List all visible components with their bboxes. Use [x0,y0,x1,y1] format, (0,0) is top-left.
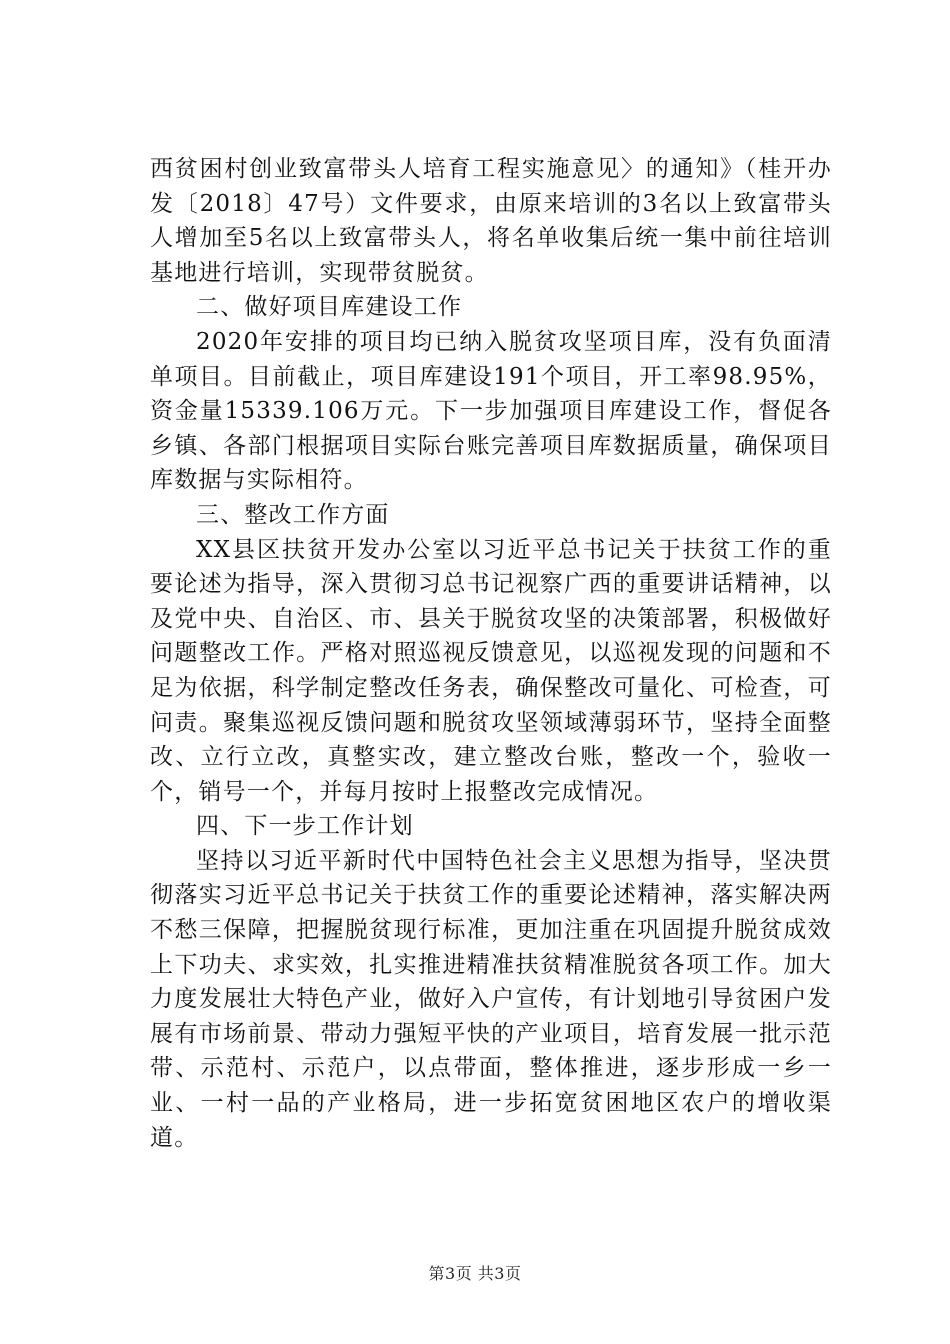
paragraph-next-steps: 坚持以习近平新时代中国特色社会主义思想为指导，坚决贯彻落实习近平总书记关于扶贫工作的重要论述精神，落实解决两不愁三保障，把握脱贫现行标准，更加注重在巩固提升脱贫成效上下功夫、求实效，扎实推进精准扶贫精准脱贫各项工作。加大力度发展壮大特色产业，做好入户宣传，有计划地引导贫困户发展有市场前景、带动力强短平快的产业项目，培育发展一批示范带、示范村、示范户，以点带面，整体推进，逐步形成一乡一业、一村一品的产业格局，进一步拓宽贫困地区农户的增收渠道。 [150,847,832,1151]
continuation-paragraph: 西贫困村创业致富带头人培育工程实施意见〉的通知》（桂开办发〔2018〕47号）文件要求，由原来培训的3名以上致富带头人增加至5名以上致富带头人，将名单收集后统一集中前往培训基地进行培训，实现带贫脱贫。 [150,156,832,286]
section-heading-project-library: 二、做好项目库建设工作 [196,294,463,321]
paragraph-project-library: 2020年安排的项目均已纳入脱贫攻坚项目库，没有负面清单项目。目前截止，项目库建设191个项目，开工率98.95%，资金量15339.106万元。下一步加强项目库建设工作，督促各乡镇、各部门根据项目实际台账完善项目库数据质量，确保项目库数据与实际相符。 [150,328,832,494]
document-body [150,152,832,1155]
paragraph-rectification: XX县区扶贫开发办公室以习近平总书记关于扶贫工作的重要论述为指导，深入贯彻习总书记视察广西的重要讲话精神，以及党中央、自治区、市、县关于脱贫攻坚的决策部署，积极做好问题整改工作。严格对照巡视反馈意见，以巡视发现的问题和不足为依据，科学制定整改任务表，确保整改可量化、可检查，可问责。聚集巡视反馈问题和脱贫攻坚领域薄弱环节，坚持全面整改、立行立改，真整实改，建立整改台账，整改一个，验收一个，销号一个，并每月按时上报整改完成情况。 [150,536,832,805]
section-heading-next-steps: 四、下一步工作计划 [196,813,414,840]
section-heading-rectification: 三、整改工作方面 [196,501,390,528]
page-number-footer: 第3页 共3页 [428,1264,522,1283]
